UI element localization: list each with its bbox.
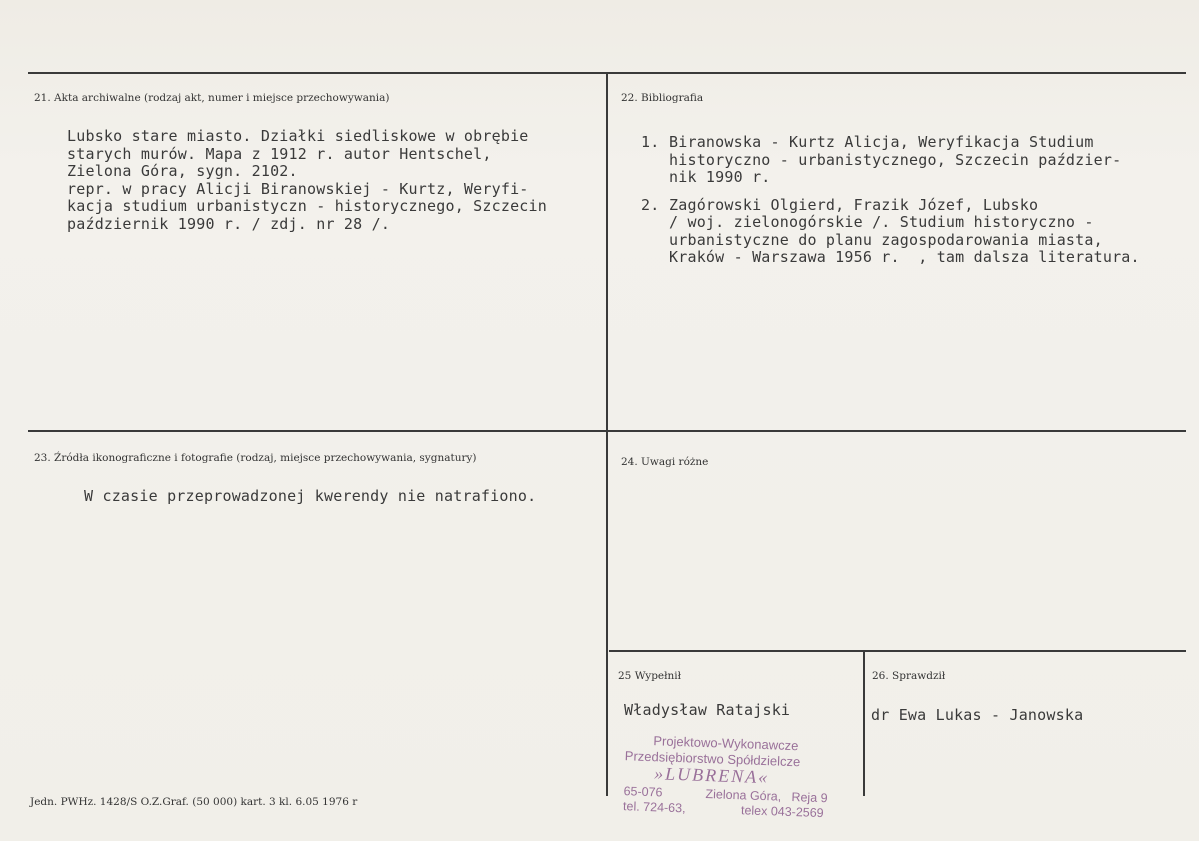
print-footer: Jedn. PWHz. 1428/S O.Z.Graf. (50 000) kart. 3 kl. 6.05 1976 r xyxy=(30,796,358,808)
stamp-line-4c: Reja 9 xyxy=(791,790,828,806)
signature-divider xyxy=(863,650,865,796)
section-23-text: W czasie przeprowadzonej kwerendy nie natrafiono. xyxy=(84,487,537,505)
bibliography-item xyxy=(641,134,1140,187)
bibliography-item-text: Biranowska - Kurtz Alicja, Weryfikacja Studium historyczno - urbanistycznego, Szczecin paździer- nik 1990 r. xyxy=(669,133,1122,186)
signature-rule xyxy=(609,650,1186,652)
stamp-line-3: »LUBRENA« xyxy=(653,763,770,788)
checked-by-name: dr Ewa Lukas - Janowska xyxy=(871,706,1084,724)
bibliography-item-text: Zagórowski Olgierd, Frazik Józef, Lubsko / woj. zielonogórskie /. Studium historyczno - urbanistyczne do planu zagospodarowania miasta, Kraków - Warszawa 1956 r. , tam dalsza literatura. xyxy=(669,195,1140,266)
section-23-label: 23. Źródła ikonograficzne i fotografie (rodzaj, miejsce przechowywania, sygnatury) xyxy=(34,452,477,464)
section-26-label: 26. Sprawdził xyxy=(872,670,946,682)
center-divider xyxy=(606,72,608,796)
bibliography-item-number: 2. xyxy=(641,195,660,214)
section-24-label: 24. Uwagi różne xyxy=(621,456,709,468)
section-21-text: Lubsko stare miasto. Działki siedliskowe w obrębie starych murów. Mapa z 1912 r. autor Hentschel, Zielona Góra, sygn. 2102. repr. w pracy Alicji Biranowskiej - Kurtz, Weryfi- kacja studium urbanistyczn - historycznego, Szczecin październik 1990 r. / zdj. nr 28 /. xyxy=(67,127,547,233)
stamp-line-1: Projektowo-Wykonawcze xyxy=(653,733,799,754)
stamp-line-5a: tel. 724-63, xyxy=(622,799,686,816)
stamp-line-4a: 65-076 xyxy=(623,784,663,800)
section-21-label: 21. Akta archiwalne (rodzaj akt, numer i miejsce przechowywania) xyxy=(34,92,390,104)
bibliography-item-number: 1. xyxy=(641,133,660,151)
stamp-line-4b: Zielona Góra, xyxy=(705,787,782,804)
company-stamp xyxy=(613,732,856,830)
bibliography-list xyxy=(641,134,1140,277)
filled-by-name: Władysław Ratajski xyxy=(624,701,791,719)
section-25-label: 25 Wypełnił xyxy=(618,670,682,682)
stamp-line-5b: telex 043-2569 xyxy=(740,803,824,821)
stamp-line-2: Przedsiębiorstwo Spółdzielcze xyxy=(624,748,801,770)
section-22-label: 22. Bibliografia xyxy=(621,92,704,104)
bibliography-item xyxy=(641,197,1140,267)
